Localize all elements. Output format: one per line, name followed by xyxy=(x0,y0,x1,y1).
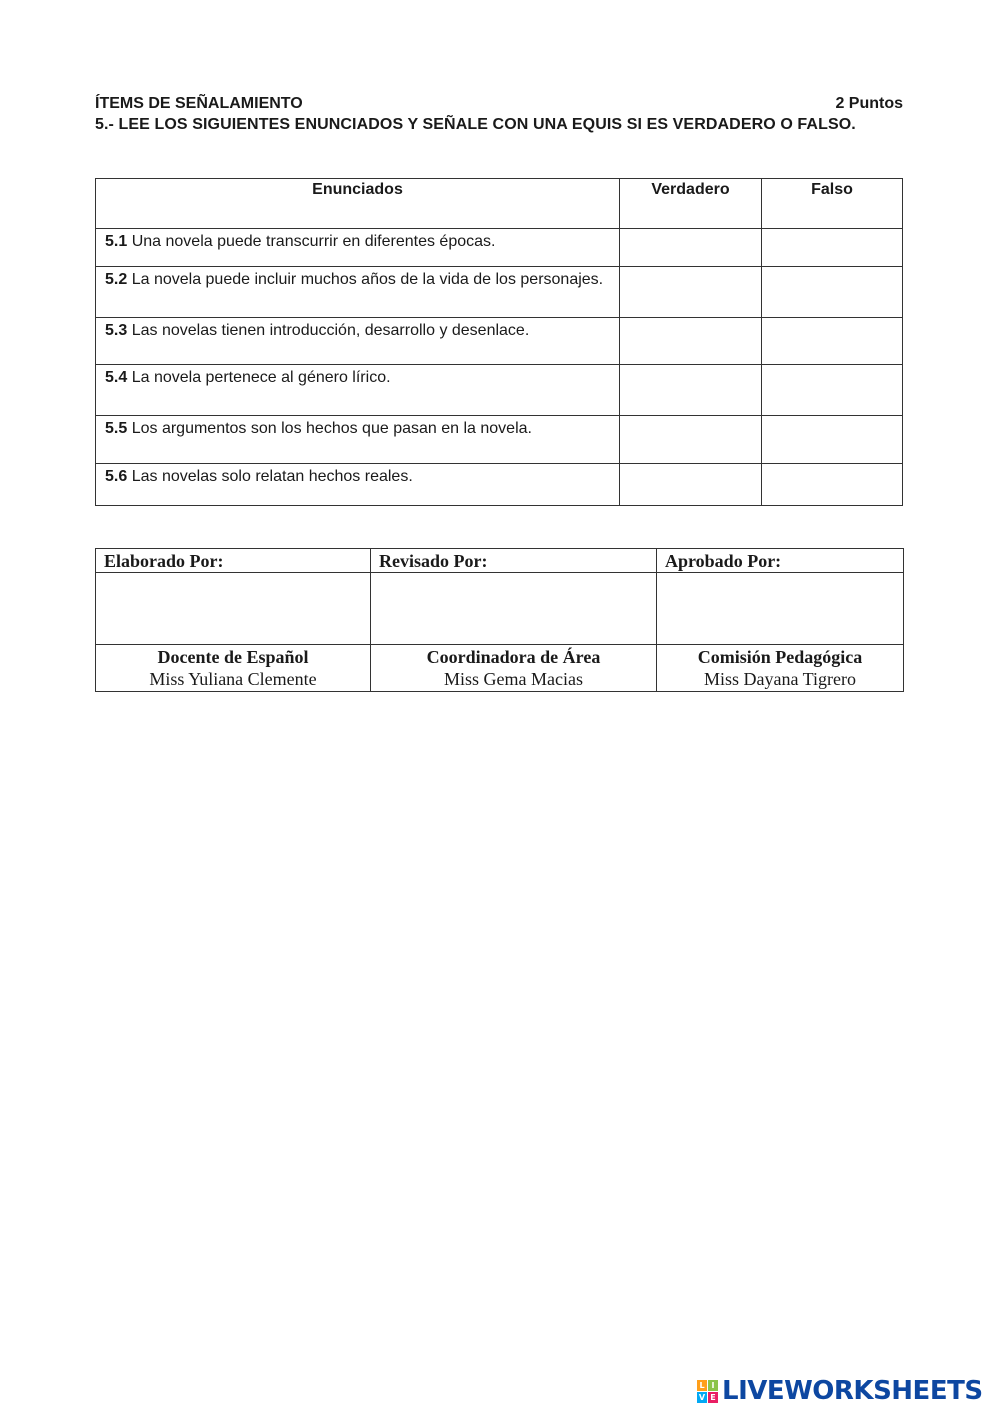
column-header-statements: Enunciados xyxy=(96,179,620,229)
table-row xyxy=(96,318,903,365)
signer-name: Miss Dayana Tigrero xyxy=(704,669,856,689)
statement-number: 5.3 xyxy=(105,322,128,339)
statement-text: Las novelas tienen introducción, desarrollo y desenlace. xyxy=(127,322,530,339)
statement-cell xyxy=(96,365,620,416)
signature-space xyxy=(371,573,657,645)
signer-role: Coordinadora de Área xyxy=(426,647,601,667)
statement-cell xyxy=(96,229,620,267)
true-answer-cell[interactable] xyxy=(620,318,762,365)
logo-letter: L xyxy=(697,1380,707,1391)
prepared-by-label: Elaborado Por: xyxy=(96,549,371,573)
statement-text: Una novela puede transcurrir en diferentes épocas. xyxy=(127,233,496,250)
signature-table xyxy=(95,548,904,692)
points-label: 2 Puntos xyxy=(835,95,903,112)
signer-name: Miss Gema Macias xyxy=(444,669,583,689)
logo-mark-icon xyxy=(697,1380,718,1403)
signer-cell xyxy=(371,645,657,692)
signature-space xyxy=(657,573,904,645)
column-header-true: Verdadero xyxy=(620,179,762,229)
signature-names-row xyxy=(96,645,904,692)
statement-cell xyxy=(96,318,620,365)
true-answer-cell[interactable] xyxy=(620,229,762,267)
signature-space xyxy=(96,573,371,645)
false-answer-cell[interactable] xyxy=(762,318,903,365)
true-answer-cell[interactable] xyxy=(620,365,762,416)
true-answer-cell[interactable] xyxy=(620,416,762,464)
reviewed-by-label: Revisado Por: xyxy=(371,549,657,573)
table-row xyxy=(96,416,903,464)
worksheet-header xyxy=(95,94,903,135)
approved-by-label: Aprobado Por: xyxy=(657,549,904,573)
statement-number: 5.1 xyxy=(105,233,128,250)
instruction-text: 5.- LEE LOS SIGUIENTES ENUNCIADOS Y SEÑALE CON UNA EQUIS SI ES VERDADERO O FALSO. xyxy=(95,116,856,133)
logo-letter: E xyxy=(708,1392,718,1403)
statement-cell xyxy=(96,416,620,464)
signer-role: Docente de Español xyxy=(157,647,309,667)
column-header-false: Falso xyxy=(762,179,903,229)
signature-space-row xyxy=(96,573,904,645)
table-header-row xyxy=(96,179,903,229)
false-answer-cell[interactable] xyxy=(762,416,903,464)
statement-text: Las novelas solo relatan hechos reales. xyxy=(127,468,413,485)
true-false-table xyxy=(95,178,903,506)
logo-letter: I xyxy=(708,1380,718,1391)
false-answer-cell[interactable] xyxy=(762,464,903,506)
true-answer-cell[interactable] xyxy=(620,267,762,318)
table-row xyxy=(96,464,903,506)
false-answer-cell[interactable] xyxy=(762,229,903,267)
statement-number: 5.6 xyxy=(105,468,128,485)
section-title: ÍTEMS DE SEÑALAMIENTO xyxy=(95,95,303,112)
signer-cell xyxy=(657,645,904,692)
logo-letter: V xyxy=(698,1392,706,1402)
false-answer-cell[interactable] xyxy=(762,267,903,318)
liveworksheets-logo xyxy=(697,1376,983,1406)
statement-cell xyxy=(96,464,620,506)
logo-text: LIVEWORKSHEETS xyxy=(722,1376,983,1406)
table-row xyxy=(96,267,903,318)
signer-name: Miss Yuliana Clemente xyxy=(149,669,317,689)
statement-text: La novela pertenece al género lírico. xyxy=(127,369,391,386)
statement-text: La novela puede incluir muchos años de la vida de los personajes. xyxy=(127,271,604,288)
section-title-row xyxy=(95,94,903,114)
table-row xyxy=(96,365,903,416)
signature-header-row xyxy=(96,549,904,573)
false-answer-cell[interactable] xyxy=(762,365,903,416)
statement-number: 5.4 xyxy=(105,369,128,386)
statement-text: Los argumentos son los hechos que pasan en la novela. xyxy=(127,420,532,437)
signer-cell xyxy=(96,645,371,692)
signer-role: Comisión Pedagógica xyxy=(697,647,863,667)
statement-cell xyxy=(96,267,620,318)
statement-number: 5.5 xyxy=(105,420,128,437)
true-answer-cell[interactable] xyxy=(620,464,762,506)
table-row xyxy=(96,229,903,267)
statement-number: 5.2 xyxy=(105,271,128,288)
